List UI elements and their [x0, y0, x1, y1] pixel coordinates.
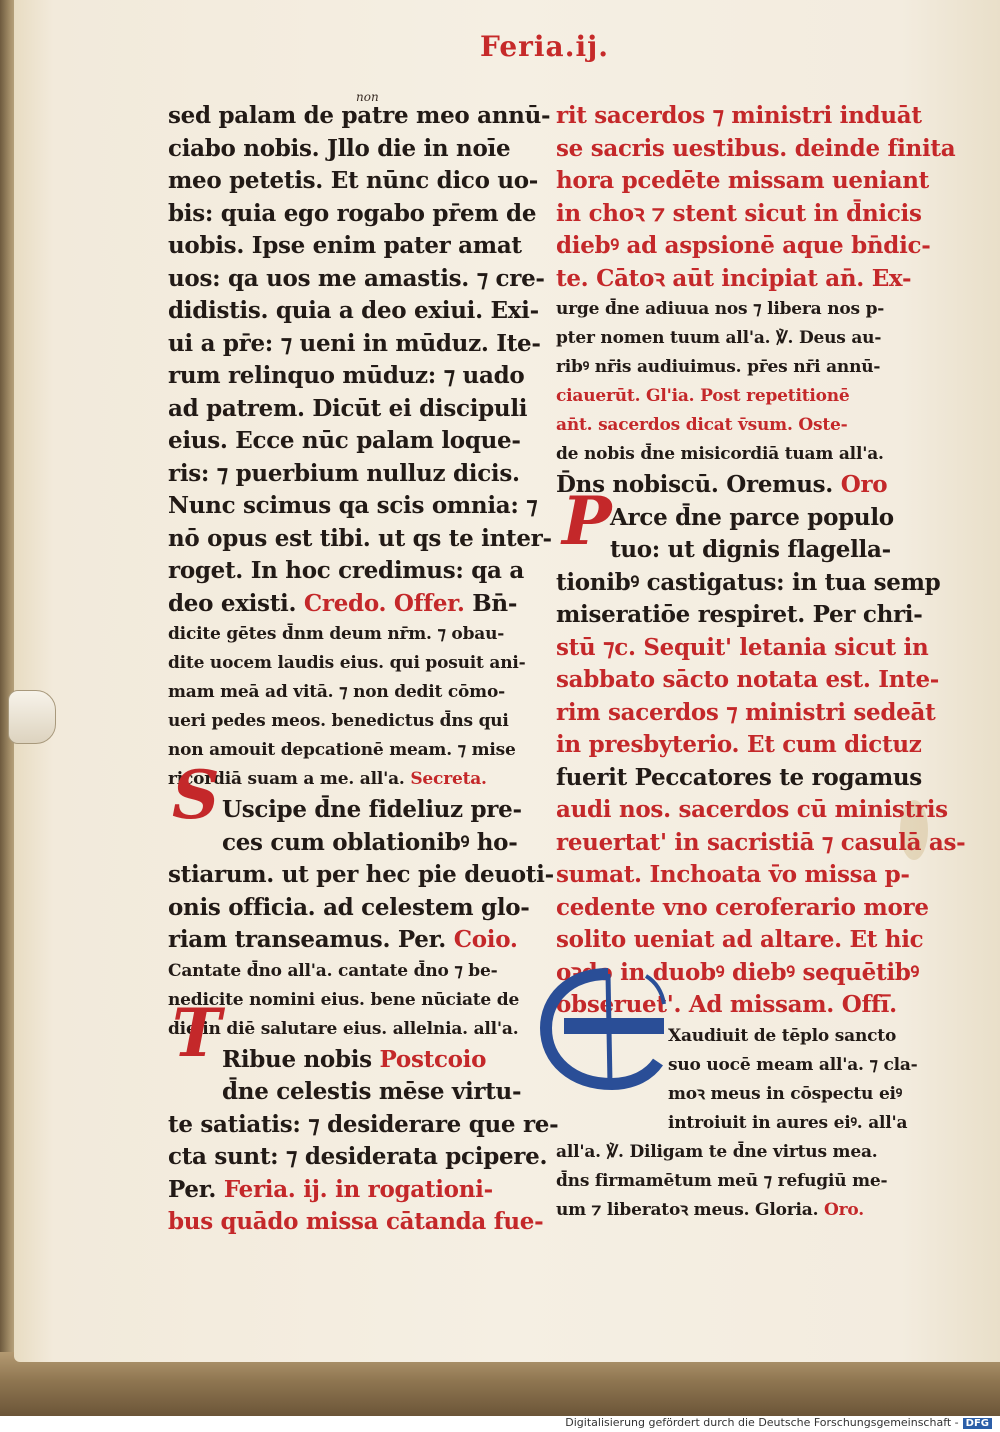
text-line: hora pcedēte missam ueniant — [556, 167, 929, 194]
text-line: non amouit depcationē meam. ⁊ mise — [168, 740, 516, 760]
text-line: moꝛ meus in cōspectu eiꝰ — [668, 1083, 903, 1104]
text-line: uos: qa uos me amastis. ⁊ cre- — [168, 264, 545, 292]
text-line: Cantate d̄no all'a. cantate d̄no ⁊ be- — [168, 960, 498, 981]
text-line: mam meā ad vitā. ⁊ non dedit cōmo- — [168, 682, 505, 702]
credit-text: Digitalisierung gefördert durch die Deutsche Forschungsgemeinschaft - — [565, 1416, 959, 1429]
interlinear-gloss: non — [356, 90, 379, 104]
text-line: die in diē salutare eius. allelnia. all'a. — [168, 1018, 519, 1039]
text-line: oꝛdo in duobꝰ diebꝰ sequētibꝰ — [556, 958, 920, 986]
text-line: ricordiā suam a me. all'a. Secreta. — [168, 769, 487, 789]
text-line: bis: quia ego rogabo pr̄em de — [168, 199, 537, 227]
text-line: ris: ⁊ puerbium nulluz dicis. — [168, 459, 520, 487]
text-line: nō opus est tibi. ut qs te inter- — [168, 524, 552, 552]
text-line: eius. Ecce nūc palam loque- — [168, 427, 521, 454]
text-line: cta sunt: ⁊ desiderata pcipere. — [168, 1143, 548, 1170]
text-line: rum relinquo mūduz: ⁊ uado — [168, 362, 525, 389]
text-line: stiarum. ut per hec pie deuoti- — [168, 861, 554, 888]
text-line: introiuit in aures eiꝰ. all'a — [668, 1112, 908, 1133]
text-line: all'a. ℣. Diligam te d̄ne virtus mea. — [556, 1141, 878, 1162]
text-line: roget. In hoc credimus: qa a — [168, 557, 524, 584]
text-line: ces cum oblationibꝰ ho- — [222, 828, 518, 856]
text-line: riam transeamus. Per. Coio. — [168, 926, 518, 953]
text-line: sumat. Inchoata v̄o missa p- — [556, 861, 910, 888]
text-line: deo existi. Credo. Offer. Bn̄- — [168, 589, 518, 617]
initial-p: P — [562, 482, 612, 560]
text-line: te. Cātoꝛ aūt incipiat an̄. Ex- — [556, 264, 912, 292]
text-line: suo uocē meam all'a. ⁊ cla- — [668, 1054, 918, 1075]
text-line: ui a pr̄e: ⁊ ueni in mūduz. Ite- — [168, 329, 541, 357]
text-line: sabbato sācto notata est. Inte- — [556, 666, 940, 693]
text-line: bus quādo missa cātanda fue- — [168, 1208, 544, 1235]
text-line: d̄ne celestis mēse virtu- — [222, 1078, 522, 1105]
text-line: cedente vno ceroferario more — [556, 893, 929, 921]
text-line: Per. Feria. ij. in rogationi- — [168, 1175, 493, 1203]
digitization-credit — [565, 1416, 992, 1429]
text-line: solito ueniat ad altare. Et hic — [556, 926, 924, 953]
text-line: D̄ns nobiscū. Oremus. Oro — [556, 471, 888, 498]
page-clip — [8, 690, 56, 744]
text-line: miseratiōe respiret. Per chri- — [556, 601, 923, 628]
text-line: de nobis d̄ne misicordiā tuam all'a. — [556, 444, 884, 464]
text-line: in presbyterio. Et cum dictuz — [556, 731, 922, 758]
text-line: tuo: ut dignis flagella- — [610, 536, 891, 563]
text-line: obseruet'. Ad missam. Offi̅. — [556, 991, 897, 1018]
text-line: in choꝛ ⁊ stent sicut in d̄nicis — [556, 199, 922, 227]
text-line: Nunc scimus qa scis omnia: ⁊ — [168, 492, 538, 519]
dfg-badge: DFG — [963, 1418, 992, 1429]
initial-e-blue — [538, 968, 678, 1088]
text-line: dite uocem laudis eius. qui posuit ani- — [168, 653, 526, 673]
text-line: diebꝰ ad aspsionē aque bn̄dic- — [556, 232, 931, 259]
initial-t: T — [172, 994, 222, 1072]
text-line: ribꝰ nr̄is audiuimus. pr̄es nr̄i annū- — [556, 357, 881, 377]
text-line: fuerit Peccatores te rogamus — [556, 763, 922, 791]
text-line: Arce d̄ne parce populo — [610, 503, 894, 531]
text-line: te satiatis: ⁊ desiderare que re- — [168, 1110, 559, 1138]
running-head: Feria.ij. — [480, 30, 609, 63]
text-line: Uscipe d̄ne fideliuz pre- — [222, 796, 522, 823]
text-line: sed palam de patre meo annū- — [168, 102, 551, 129]
text-line: Ribue nobis Postcoio — [222, 1045, 487, 1073]
text-line: dicite gētes d̄nm deum nr̄m. ⁊ obau- — [168, 624, 505, 644]
text-line: ciabo nobis. Jllo die in noīe — [168, 134, 511, 162]
text-line: ueri pedes meos. benedictus d̄ns qui — [168, 711, 509, 731]
text-line: ad patrem. Dicūt ei discipuli — [168, 394, 528, 422]
text-line: audi nos. sacerdos cū ministris — [556, 796, 948, 823]
initial-s: S — [172, 756, 220, 834]
text-line: rit sacerdos ⁊ ministri induāt — [556, 102, 922, 129]
text-line: d̄ns firmamētum meū ⁊ refugiū me- — [556, 1170, 888, 1191]
text-line: onis officia. ad celestem glo- — [168, 893, 530, 921]
text-line: pter nomen tuum all'a. ℣. Deus au- — [556, 328, 882, 348]
text-line: ciauerūt. Gl'ia. Post repetitionē — [556, 386, 850, 406]
text-line: an̄t. sacerdos dicat v̄sum. Oste- — [556, 415, 848, 435]
text-line: se sacris uestibus. deinde finita — [556, 134, 956, 162]
text-line: rim sacerdos ⁊ ministri sedeāt — [556, 698, 936, 726]
text-line: tionibꝰ castigatus: in tua semp — [556, 568, 941, 596]
text-line: stū ⁊c. Sequit' letania sicut in — [556, 633, 929, 661]
text-line: reuertat' in sacristiā ⁊ casulā as- — [556, 828, 966, 856]
text-line: didistis. quia a deo exiui. Exi- — [168, 297, 539, 324]
text-line: meo petetis. Et nūnc dico uo- — [168, 167, 539, 194]
left-text-column — [168, 100, 559, 1239]
text-line: Xaudiuit de tēplo sancto — [668, 1025, 897, 1046]
text-line: um ⁊ liberatoꝛ meus. Gloria. Oro. — [556, 1199, 864, 1220]
text-line: uobis. Ipse enim pater amat — [168, 232, 522, 259]
text-line: nedicite nomini eius. bene nūciate de — [168, 989, 520, 1010]
text-line: urge d̄ne adiuua nos ⁊ libera nos p- — [556, 299, 885, 319]
